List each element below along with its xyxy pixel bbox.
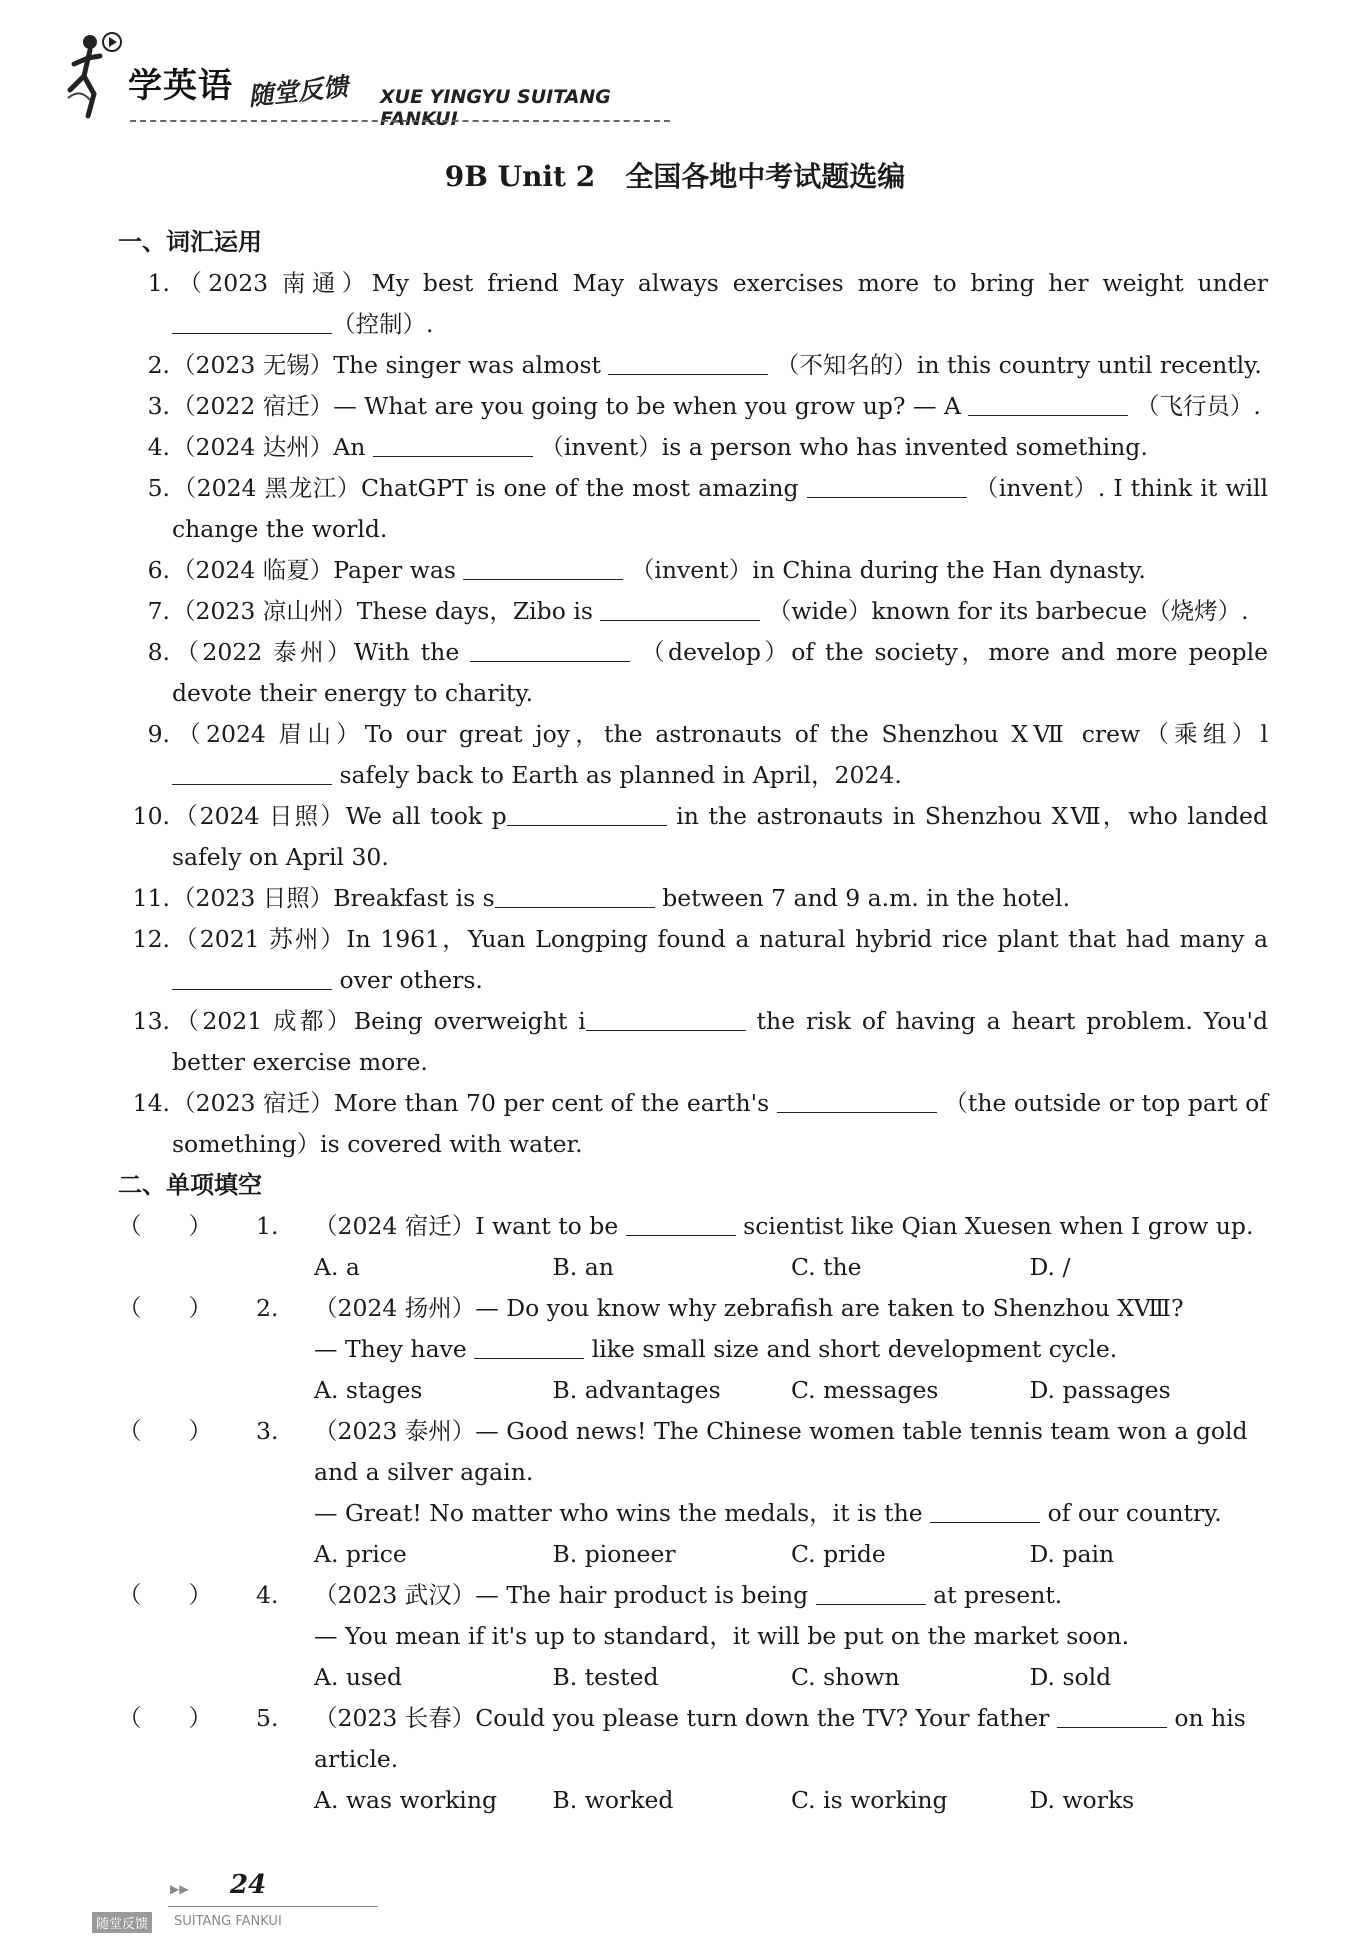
question-source: （2024 日照） — [172, 802, 346, 830]
vocabulary-question — [118, 263, 1268, 345]
answer-option[interactable]: B. worked — [552, 1786, 674, 1814]
answer-blank[interactable] — [807, 473, 967, 498]
answer-option[interactable]: D. passages — [1029, 1376, 1171, 1404]
question-source: （2023 泰州） — [314, 1417, 476, 1445]
question-text-tail: in the astronauts in Shenzhou ⅩⅦ，who landed safely on April 30. — [172, 802, 1268, 871]
question-number: 3. — [147, 392, 170, 420]
multiple-choice-question — [118, 1206, 1268, 1288]
vocabulary-question — [118, 878, 1268, 919]
page-footer — [92, 1870, 332, 1930]
question-source: （2024 临夏） — [172, 556, 334, 584]
question-text-part: — The hair product is being — [475, 1581, 816, 1609]
answer-blank[interactable] — [373, 432, 533, 457]
question-text: To our great joy，the astronauts of the Shenzhou ⅩⅦ crew（乘组）l — [364, 720, 1268, 748]
answer-blank[interactable] — [474, 1334, 584, 1359]
question-text-tail: safely back to Earth as planned in April，2024. — [332, 761, 902, 789]
question-source: （2021 苏州） — [172, 925, 347, 953]
answer-option[interactable]: B. pioneer — [552, 1540, 676, 1568]
question-text: Paper was — [333, 556, 464, 584]
logo-subtitle-cn: 随堂反馈 — [246, 71, 350, 112]
question-text: An — [333, 433, 373, 461]
title-en: 9B Unit 2 — [444, 160, 596, 193]
answer-blank[interactable] — [626, 1211, 736, 1236]
answer-blank[interactable] — [968, 391, 1128, 416]
question-stem — [118, 1288, 1268, 1329]
footer-tag-en: SUITANG FANKUI — [174, 1914, 282, 1929]
vocabulary-question — [118, 1083, 1268, 1165]
question-source: （2023 南通） — [172, 269, 372, 297]
question-number: 6. — [147, 556, 170, 584]
answer-option[interactable]: A. stages — [314, 1376, 423, 1404]
question-stem — [118, 1411, 1268, 1493]
logo-title-en: XUE YINGYU SUITANG FANKUI — [380, 86, 611, 130]
multiple-choice-question — [118, 1698, 1268, 1821]
answer-option[interactable]: D. sold — [1029, 1663, 1112, 1691]
question-text: ChatGPT is one of the most amazing — [360, 474, 807, 502]
question-number: 3. — [256, 1417, 279, 1445]
answer-blank[interactable] — [816, 1580, 926, 1605]
section-multiple-choice-heading: 二、单项填空 — [118, 1171, 262, 1199]
answer-option[interactable]: D. / — [1029, 1253, 1071, 1281]
question-number: 1. — [147, 269, 170, 297]
question-text: Being overweight i — [353, 1007, 586, 1035]
multiple-choice-question — [118, 1411, 1268, 1575]
answer-options — [118, 1370, 1268, 1411]
question-source: （2024 达州） — [172, 433, 334, 461]
question-text-tail: （invent）. I think it will change the world. — [172, 474, 1268, 543]
question-number: 11. — [132, 884, 170, 912]
vocabulary-question — [118, 386, 1268, 427]
answer-parenthesis[interactable]: （ ） — [118, 1704, 212, 1732]
answer-blank[interactable] — [470, 637, 630, 662]
answer-blank[interactable] — [777, 1088, 937, 1113]
question-text-part: scientist like Qian Xuesen when I grow up. — [735, 1212, 1254, 1240]
answer-option[interactable]: C. the — [791, 1253, 862, 1281]
vocabulary-question — [118, 427, 1268, 468]
question-number: 12. — [132, 925, 170, 953]
vocabulary-question-list — [118, 263, 1268, 1165]
vocabulary-question — [118, 632, 1268, 714]
answer-option[interactable]: C. is working — [791, 1786, 948, 1814]
reply-text: — They have — [314, 1335, 475, 1363]
question-text: With the — [353, 638, 471, 666]
footer-tag-cn: 随堂反馈 — [92, 1912, 152, 1933]
question-text-part: — Do you know why zebrafish are taken to Shenzhou ⅩⅧ? — [475, 1294, 1184, 1322]
question-text: The singer was almost — [333, 351, 609, 379]
page-number: 24 — [230, 1870, 267, 1900]
reply-text: — Great! No matter who wins the medals，it is the — [314, 1499, 931, 1527]
question-text: In 1961，Yuan Longping found a natural hybrid rice plant that had many a — [346, 925, 1268, 953]
multiple-choice-question — [118, 1288, 1268, 1411]
answer-parenthesis[interactable]: （ ） — [118, 1581, 212, 1609]
question-text: My best friend May always exercises more to bring her weight under — [371, 269, 1268, 297]
question-text: These days，Zibo is — [356, 597, 601, 625]
question-reply — [118, 1329, 1268, 1370]
question-number: 5. — [147, 474, 170, 502]
question-text-tail: the risk of having a heart problem. You'd better exercise more. — [172, 1007, 1268, 1076]
question-text-part: Could you please turn down the TV? Your father — [475, 1704, 1057, 1732]
footer-arrow-icon: ▶▶ — [170, 1882, 189, 1896]
question-source: （2021 成都） — [172, 1007, 354, 1035]
answer-option[interactable]: B. an — [552, 1253, 614, 1281]
question-number: 8. — [147, 638, 170, 666]
question-text-tail: （不知名的）in this country until recently. — [768, 351, 1262, 379]
question-stem — [118, 1698, 1268, 1780]
question-text-tail: （wide）known for its barbecue（烧烤）. — [760, 597, 1249, 625]
question-number: 2. — [147, 351, 170, 379]
vocabulary-question — [118, 591, 1268, 632]
question-text-part: I want to be — [475, 1212, 626, 1240]
header-divider — [130, 120, 670, 122]
question-number: 13. — [132, 1007, 170, 1035]
question-source: （2024 宿迁） — [314, 1212, 476, 1240]
question-source: （2023 长春） — [314, 1704, 476, 1732]
question-source: （2023 宿迁） — [172, 1089, 334, 1117]
question-number: 10. — [132, 802, 170, 830]
question-source: （2023 凉山州） — [172, 597, 357, 625]
question-number: 5. — [256, 1704, 279, 1732]
question-text-tail: （控制）. — [332, 310, 434, 338]
answer-option[interactable]: B. advantages — [552, 1376, 721, 1404]
question-text-tail: （invent）in China during the Han dynasty. — [623, 556, 1146, 584]
reply-text: — You mean if it's up to standard，it will be put on the market soon. — [314, 1622, 1130, 1650]
answer-blank[interactable] — [507, 801, 667, 826]
question-text — [256, 1288, 1268, 1329]
question-stem — [118, 1575, 1268, 1616]
question-number: 4. — [147, 433, 170, 461]
question-number: 1. — [256, 1212, 279, 1240]
vocabulary-question — [118, 345, 1268, 386]
answer-option[interactable]: D. works — [1029, 1786, 1135, 1814]
answer-blank[interactable] — [172, 965, 332, 990]
answer-option[interactable]: A. used — [314, 1663, 403, 1691]
question-text-tail: over others. — [332, 966, 483, 994]
title-cn: 全国各地中考试题选编 — [625, 160, 906, 193]
question-text — [256, 1698, 1268, 1780]
question-text-part: — Good news! The Chinese women table tennis team won a gold and a silver again. — [314, 1417, 1248, 1486]
question-text-part: at present. — [925, 1581, 1063, 1609]
question-text: Breakfast is s — [333, 884, 495, 912]
vocabulary-question — [118, 919, 1268, 1001]
question-source: （2023 武汉） — [314, 1581, 476, 1609]
vocabulary-question — [118, 550, 1268, 591]
answer-blank[interactable] — [586, 1006, 746, 1031]
logo-title-cn: 学英语 — [128, 66, 233, 106]
answer-parenthesis[interactable]: （ ） — [118, 1417, 212, 1445]
footer-divider — [168, 1906, 378, 1907]
answer-options — [118, 1780, 1268, 1821]
question-source: （2023 日照） — [172, 884, 334, 912]
question-text-tail: between 7 and 9 a.m. in the hotel. — [654, 884, 1071, 912]
multiple-choice-question — [118, 1575, 1268, 1698]
answer-blank[interactable] — [172, 760, 332, 785]
vocabulary-question — [118, 714, 1268, 796]
reply-text: of our country. — [1040, 1499, 1222, 1527]
answer-options — [118, 1534, 1268, 1575]
question-source: （2022 宿迁） — [172, 392, 334, 420]
answer-option[interactable]: A. a — [314, 1253, 360, 1281]
answer-blank[interactable] — [463, 555, 623, 580]
answer-option[interactable]: C. pride — [791, 1540, 886, 1568]
section-vocabulary-heading: 一、词汇运用 — [118, 228, 262, 256]
vocabulary-question — [118, 1001, 1268, 1083]
question-text — [256, 1575, 1268, 1616]
answer-parenthesis[interactable]: （ ） — [118, 1212, 212, 1240]
answer-blank[interactable] — [1057, 1703, 1167, 1728]
reply-text: like small size and short development cycle. — [584, 1335, 1118, 1363]
question-text-part: on his article. — [314, 1704, 1246, 1773]
question-number: 14. — [132, 1089, 170, 1117]
question-text-tail: （飞行员）. — [1128, 392, 1261, 420]
question-source: （2024 扬州） — [314, 1294, 476, 1322]
answer-blank[interactable] — [600, 596, 760, 621]
page-header — [60, 20, 680, 130]
answer-blank[interactable] — [495, 883, 655, 908]
question-source: （2023 无锡） — [172, 351, 334, 379]
page-title — [0, 155, 1350, 195]
question-number: 2. — [256, 1294, 279, 1322]
question-source: （2024 黑龙江） — [172, 474, 361, 502]
question-reply — [118, 1616, 1268, 1657]
question-text: We all took p — [345, 802, 507, 830]
answer-blank[interactable] — [608, 350, 768, 375]
answer-option[interactable]: C. messages — [791, 1376, 939, 1404]
answer-option[interactable]: B. tested — [552, 1663, 659, 1691]
vocabulary-question — [118, 796, 1268, 878]
multiple-choice-list — [118, 1206, 1268, 1821]
question-reply — [118, 1493, 1268, 1534]
question-text — [256, 1206, 1268, 1247]
answer-options — [118, 1247, 1268, 1288]
answer-blank[interactable] — [930, 1498, 1040, 1523]
question-text-tail: （the outside or top part of something）is covered with water. — [172, 1089, 1269, 1158]
answer-option[interactable]: A. price — [314, 1540, 407, 1568]
answer-option[interactable]: D. pain — [1029, 1540, 1115, 1568]
answer-parenthesis[interactable]: （ ） — [118, 1294, 212, 1322]
question-text-tail: （develop）of the society，more and more people devote their energy to charity. — [172, 638, 1269, 707]
vocabulary-question — [118, 468, 1268, 550]
answer-blank[interactable] — [172, 309, 332, 334]
question-number: 9. — [147, 720, 170, 748]
question-text: More than 70 per cent of the earth's — [333, 1089, 777, 1117]
answer-option[interactable]: A. was working — [314, 1786, 497, 1814]
question-stem — [118, 1206, 1268, 1247]
question-number: 4. — [256, 1581, 279, 1609]
answer-option[interactable]: C. shown — [791, 1663, 900, 1691]
question-source: （2024 眉山） — [172, 720, 365, 748]
question-text — [256, 1411, 1268, 1493]
answer-options — [118, 1657, 1268, 1698]
question-text-tail: （invent）is a person who has invented something. — [532, 433, 1148, 461]
question-source: （2022 泰州） — [172, 638, 354, 666]
question-text: — What are you going to be when you grow up? — A — [333, 392, 969, 420]
question-number: 7. — [147, 597, 170, 625]
worksheet-content — [118, 222, 1268, 1821]
